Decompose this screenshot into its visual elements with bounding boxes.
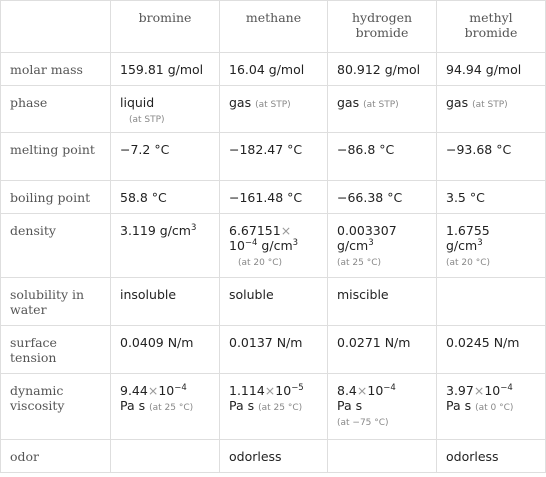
base: 10	[367, 383, 384, 398]
cell-methane: odorless	[220, 440, 328, 473]
value: 3.119 g/cm	[120, 223, 191, 238]
unit: g/cm	[261, 238, 293, 253]
cell-bromine: 0.0409 N/m	[111, 326, 220, 374]
row-solubility	[1, 278, 546, 326]
condition-note: (at 20 °C)	[238, 258, 283, 268]
value: gas	[337, 95, 360, 110]
unit-exponent: 3	[477, 237, 483, 248]
condition-note: (at STP)	[255, 100, 291, 110]
cell-bromine	[111, 440, 220, 473]
unit-exponent: 3	[190, 222, 197, 233]
cell-hydrogen-bromide: 80.912 g/mol	[328, 53, 437, 86]
value: liquid	[120, 95, 155, 110]
base: 10	[275, 383, 292, 398]
row-molar-mass	[1, 53, 546, 86]
row-odor	[1, 440, 546, 473]
cell-methyl-bromide: odorless	[437, 440, 546, 473]
header-bromine: bromine	[111, 1, 220, 53]
times-sign: ×	[280, 223, 292, 238]
cell-methyl-bromide: 94.94 g/mol	[437, 53, 546, 86]
cell-methane: soluble	[220, 278, 328, 326]
cell-bromine: −7.2 °C	[111, 133, 220, 181]
times-sign: ×	[264, 383, 276, 398]
row-label: molar mass	[1, 53, 111, 86]
cell-hydrogen-bromide	[328, 374, 437, 440]
cell-hydrogen-bromide: 0.0271 N/m	[328, 326, 437, 374]
row-label: melting point	[1, 133, 111, 181]
value: gas	[229, 95, 252, 110]
cell-methane	[220, 374, 328, 440]
condition-note: (at 25 °C)	[258, 403, 303, 413]
condition-note: (at 20 °C)	[446, 258, 491, 268]
times-sign: ×	[147, 383, 159, 398]
cell-hydrogen-bromide: −66.38 °C	[328, 181, 437, 214]
cell-hydrogen-bromide	[328, 214, 437, 278]
row-dynamic-viscosity	[1, 374, 546, 440]
unit: Pa s	[120, 398, 146, 413]
cell-hydrogen-bromide: −86.8 °C	[328, 133, 437, 181]
unit: g/cm	[337, 238, 369, 253]
cell-hydrogen-bromide	[328, 86, 437, 133]
header-methane: methane	[220, 1, 328, 53]
condition-note: (at 0 °C)	[475, 403, 514, 413]
row-label: odor	[1, 440, 111, 473]
unit: g/cm	[446, 238, 478, 253]
row-label: dynamic viscosity	[1, 374, 111, 440]
condition-note: (at STP)	[363, 100, 399, 110]
row-phase	[1, 86, 546, 133]
mantissa: 3.97	[446, 383, 474, 398]
row-label: boiling point	[1, 181, 111, 214]
header-row	[1, 1, 546, 53]
times-sign: ×	[356, 383, 368, 398]
cell-methane: −182.47 °C	[220, 133, 328, 181]
cell-bromine: insoluble	[111, 278, 220, 326]
cell-bromine	[111, 86, 220, 133]
mantissa: 8.4	[337, 383, 357, 398]
value: gas	[446, 95, 469, 110]
unit: Pa s	[337, 398, 363, 413]
condition-note: (at 25 °C)	[149, 403, 194, 413]
base: 10	[158, 383, 175, 398]
power: −4	[244, 237, 258, 248]
condition-note: (at 25 °C)	[337, 258, 382, 268]
cell-methyl-bromide	[437, 374, 546, 440]
unit-exponent: 3	[368, 237, 374, 248]
unit: Pa s	[446, 398, 472, 413]
cell-methane	[220, 214, 328, 278]
cell-methyl-bromide: −93.68 °C	[437, 133, 546, 181]
cell-bromine: 58.8 °C	[111, 181, 220, 214]
row-label: phase	[1, 86, 111, 133]
unit: Pa s	[229, 398, 255, 413]
cell-methane: 0.0137 N/m	[220, 326, 328, 374]
cell-bromine	[111, 214, 220, 278]
cell-methyl-bromide: 3.5 °C	[437, 181, 546, 214]
base: 10	[484, 383, 501, 398]
base: 10	[229, 238, 245, 253]
condition-note: (at STP)	[472, 100, 508, 110]
header-corner	[1, 1, 111, 53]
header-methyl-bromide: methyl bromide	[437, 1, 546, 53]
cell-methane: −161.48 °C	[220, 181, 328, 214]
row-melting-point	[1, 133, 546, 181]
header-hydrogen-bromide: hydrogen bromide	[328, 1, 437, 53]
row-label: density	[1, 214, 111, 278]
value: 0.003307	[337, 223, 397, 238]
mantissa: 6.67151	[229, 223, 281, 238]
cell-hydrogen-bromide	[328, 440, 437, 473]
cell-hydrogen-bromide: miscible	[328, 278, 437, 326]
cell-methyl-bromide	[437, 278, 546, 326]
power: −5	[291, 382, 304, 393]
row-surface-tension	[1, 326, 546, 374]
cell-methane: 16.04 g/mol	[220, 53, 328, 86]
power: −4	[383, 382, 396, 393]
power: −4	[500, 382, 513, 393]
condition-note: (at STP)	[129, 115, 165, 125]
cell-methyl-bromide	[437, 214, 546, 278]
cell-bromine: 159.81 g/mol	[111, 53, 220, 86]
row-label: surface tension	[1, 326, 111, 374]
mantissa: 1.114	[229, 383, 265, 398]
row-label: solubility in water	[1, 278, 111, 326]
condition-note: (at −75 °C)	[337, 418, 389, 428]
row-density	[1, 214, 546, 278]
cell-methane	[220, 86, 328, 133]
value: 1.6755	[446, 223, 490, 238]
power: −4	[174, 382, 187, 393]
cell-methyl-bromide	[437, 86, 546, 133]
times-sign: ×	[473, 383, 485, 398]
mantissa: 9.44	[120, 383, 148, 398]
cell-methyl-bromide: 0.0245 N/m	[437, 326, 546, 374]
unit-exponent: 3	[292, 237, 299, 248]
cell-bromine	[111, 374, 220, 440]
row-boiling-point	[1, 181, 546, 214]
